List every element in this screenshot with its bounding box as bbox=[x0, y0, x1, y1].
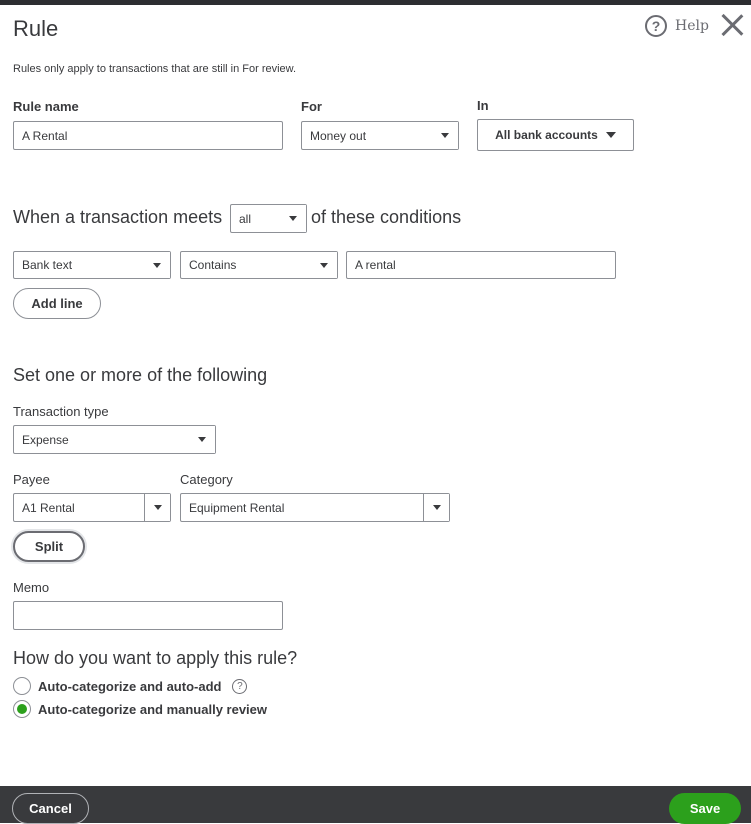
chevron-down-icon[interactable] bbox=[423, 494, 449, 521]
for-label: For bbox=[301, 99, 322, 114]
help-label: Help bbox=[675, 18, 709, 34]
in-label: In bbox=[477, 98, 489, 113]
conditions-suffix: of these conditions bbox=[311, 207, 462, 227]
for-value: Money out bbox=[310, 128, 367, 143]
footer-bar bbox=[0, 786, 751, 823]
radio-auto-add[interactable] bbox=[13, 677, 31, 695]
condition-text-value: A rental bbox=[355, 258, 396, 272]
transaction-type-select[interactable] bbox=[13, 425, 216, 454]
memo-label: Memo bbox=[13, 580, 50, 595]
chevron-down-icon bbox=[189, 426, 215, 453]
conditions-prefix: When a transaction meets bbox=[13, 207, 223, 227]
chevron-down-icon bbox=[144, 252, 170, 278]
payee-select[interactable] bbox=[13, 493, 171, 522]
condition-text-input[interactable] bbox=[346, 251, 616, 279]
match-value: all bbox=[239, 211, 252, 226]
memo-input[interactable] bbox=[13, 601, 283, 630]
rules-note: Rules only apply to transactions that are still in For review. bbox=[13, 63, 297, 75]
category-select[interactable] bbox=[180, 493, 450, 522]
rule-name-label: Rule name bbox=[13, 99, 79, 114]
apply-option-manual-review[interactable] bbox=[13, 700, 267, 718]
in-value: All bank accounts bbox=[495, 128, 598, 142]
close-icon[interactable] bbox=[719, 12, 745, 38]
rule-name-value: A Rental bbox=[22, 128, 68, 143]
category-value: Equipment Rental bbox=[189, 500, 285, 515]
apply-option-auto-add[interactable] bbox=[13, 677, 247, 695]
for-select[interactable] bbox=[301, 121, 459, 150]
radio-manual-review[interactable] bbox=[13, 700, 31, 718]
chevron-down-icon[interactable] bbox=[144, 494, 170, 521]
condition-field-value: Bank text bbox=[22, 258, 73, 272]
in-accounts-dropdown[interactable] bbox=[477, 119, 634, 151]
transaction-type-label: Transaction type bbox=[13, 404, 109, 419]
condition-field-select[interactable] bbox=[13, 251, 171, 279]
rule-name-input[interactable] bbox=[13, 121, 283, 150]
chevron-down-icon bbox=[311, 252, 337, 278]
dialog-title: Rule bbox=[13, 16, 59, 41]
cancel-button[interactable]: Cancel bbox=[12, 793, 89, 824]
chevron-down-icon bbox=[606, 132, 616, 138]
save-button[interactable]: Save bbox=[669, 793, 741, 824]
chevron-down-icon bbox=[432, 122, 458, 149]
payee-label: Payee bbox=[13, 472, 50, 487]
transaction-type-value: Expense bbox=[22, 432, 69, 447]
help-circle-icon[interactable]: ? bbox=[232, 679, 247, 694]
manual-review-label: Auto-categorize and manually review bbox=[38, 701, 268, 717]
help-link[interactable] bbox=[645, 15, 709, 37]
set-heading: Set one or more of the following bbox=[13, 365, 268, 385]
payee-value: A1 Rental bbox=[22, 500, 75, 515]
match-select[interactable] bbox=[230, 204, 307, 233]
auto-add-label: Auto-categorize and auto-add bbox=[38, 678, 222, 694]
add-line-button[interactable]: Add line bbox=[13, 288, 101, 319]
help-circle-icon: ? bbox=[645, 15, 667, 37]
condition-operator-select[interactable] bbox=[180, 251, 338, 279]
category-label: Category bbox=[180, 472, 233, 487]
chevron-down-icon bbox=[280, 205, 306, 232]
apply-heading: How do you want to apply this rule? bbox=[13, 648, 298, 668]
condition-operator-value: Contains bbox=[189, 258, 237, 272]
split-button[interactable]: Split bbox=[13, 531, 85, 562]
top-bar bbox=[0, 0, 751, 5]
